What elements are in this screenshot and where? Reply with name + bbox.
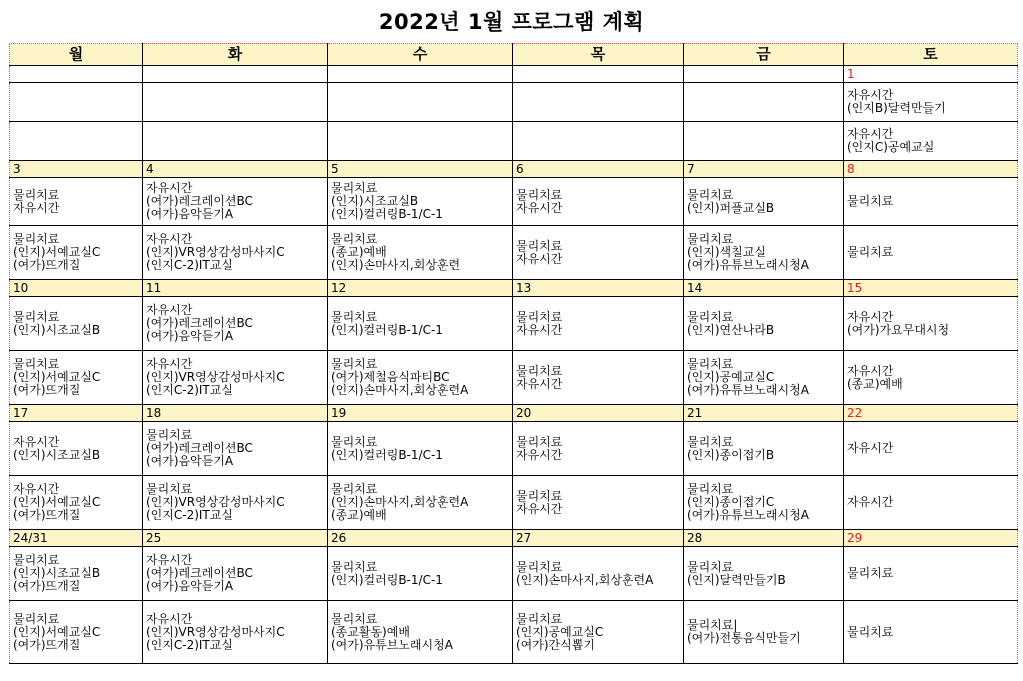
program-cell [684,297,844,351]
date-cell: 11 [143,280,328,297]
program-item: (인지)시조교실B [13,566,101,580]
program-item: (여가)음악듣기A [146,454,234,468]
program-item: 자유시간 [146,611,193,626]
program-item: 물리치료 [331,611,378,626]
program-cell [513,476,684,530]
program-item: 자유시간 [847,88,894,102]
program-item: (여가)유튜브노래시청A [687,383,809,397]
program-item: 자유시간 [13,434,60,449]
program-cell [10,83,143,122]
program-item: 물리치료 [687,357,734,371]
program-cell [684,122,844,161]
program-item: (여가)뜨개질 [13,258,81,272]
program-item: 자유시간 [516,322,563,337]
program-item: (여가)뜨개질 [13,383,81,397]
date-cell: 29 [844,530,1018,547]
program-item: (여가)유튜브노래시청A [687,258,809,272]
program-cell [513,351,684,405]
program-item: (인지C-2)IT교실 [146,383,233,397]
program-item: (인지)색칠교실 [687,245,766,259]
date-cell: 17 [10,405,143,422]
program-item: 자유시간 [847,309,894,324]
date-cell: 21 [684,405,844,422]
program-item: 물리치료 [331,309,378,324]
program-item: (여가)레크레이션BC [146,316,253,330]
program-cell [844,122,1018,161]
date-cell: 6 [513,161,684,178]
program-item: 물리치료 [13,611,60,626]
date-cell: 12 [328,280,513,297]
program-item: 물리치료 [146,428,193,442]
program-item: 자유시간 [847,363,894,378]
program-cell [10,476,143,530]
date-cell: 24/31 [10,530,143,547]
program-calendar [9,43,1018,664]
program-cell [684,601,844,664]
date-cell: 14 [684,280,844,297]
program-item: (인지)공예교실C [687,370,775,384]
date-cell: 26 [328,530,513,547]
program-cell [328,122,513,161]
program-item: 물리치료 [13,309,60,324]
date-cell: 15 [844,280,1018,297]
weekday-wed: 수 [328,44,513,66]
program-item: (인지)시조교실B [13,447,101,462]
program-row [10,601,1018,664]
program-cell [328,178,513,226]
program-item: 물리치료 [516,187,563,202]
program-item: (여가)가요무대시청 [847,322,950,337]
program-cell [513,226,684,280]
program-cell [513,122,684,161]
program-item: 물리치료 [687,482,734,496]
program-item: 자유시간 [146,553,193,567]
program-item: (인지)손마사지,회상훈련A [516,572,654,587]
program-row [10,83,1018,122]
date-row [10,530,1018,547]
program-item: (종교)예배 [847,376,903,391]
program-cell [844,601,1018,664]
program-item: 물리치료 [847,624,894,639]
date-cell: 8 [844,161,1018,178]
program-item: 물리치료 [516,488,563,503]
program-cell [328,547,513,601]
program-cell [684,476,844,530]
program-cell [328,297,513,351]
program-cell [684,351,844,405]
program-item: (인지)달력만들기B [687,572,786,587]
program-cell [684,547,844,601]
program-item: (인지)컬러링B-1/C-1 [331,447,443,462]
program-cell [684,178,844,226]
program-item: (인지)서예교실C [13,624,101,639]
program-item: (인지)시조교실B [13,322,101,337]
program-item: 물리치료 [331,181,378,195]
date-cell: 10 [10,280,143,297]
program-item: (인지)손마사지,회상훈련A [331,495,469,509]
date-cell: 19 [328,405,513,422]
program-cell [844,547,1018,601]
program-item: 자유시간 [516,447,563,462]
program-cell [10,178,143,226]
program-cell [143,601,328,664]
program-cell [143,351,328,405]
program-row [10,178,1018,226]
date-cell: 28 [684,530,844,547]
date-row [10,280,1018,297]
program-item: (인지)공예교실C [516,624,604,639]
program-item: 물리치료 [687,232,734,246]
program-item: 물리치료 [331,232,378,246]
program-item: 자유시간 [847,441,894,455]
date-cell: 13 [513,280,684,297]
program-cell [328,351,513,405]
program-item: 물리치료 [687,559,734,574]
program-item: 물리치료 [516,611,563,626]
date-cell: 20 [513,405,684,422]
program-item: 자유시간 [146,181,193,195]
program-cell [10,122,143,161]
program-cell [513,601,684,664]
date-cell [684,66,844,83]
program-item: 물리치료 [331,357,378,371]
program-cell [328,226,513,280]
program-item: 물리치료 [516,559,563,574]
program-cell [844,297,1018,351]
program-item: 자유시간 [146,232,193,246]
program-item: 물리치료 [687,187,734,202]
program-item: 물리치료 [331,482,378,496]
program-item: (여가)뜨개질 [13,508,81,522]
program-item: (여가)음악듣기A [146,579,234,593]
program-cell [10,297,143,351]
program-item: (여가)음악듣기A [146,207,234,221]
program-item: (인지)퍼플교실B [687,200,775,215]
program-cell [10,422,143,476]
program-item: 물리치료 [847,566,894,580]
program-item: 물리치료 [847,194,894,208]
program-item: 물리치료 [13,232,60,246]
weekday-fri: 금 [684,44,844,66]
weekday-sat: 토 [844,44,1018,66]
program-item: 자유시간 [516,376,563,391]
program-cell [328,422,513,476]
program-row [10,476,1018,530]
date-cell [513,66,684,83]
program-cell [513,297,684,351]
page-title: 2022년 1월 프로그램 계획 [378,10,645,34]
date-cell: 22 [844,405,1018,422]
date-cell: 7 [684,161,844,178]
program-item: 물리치료 [13,357,60,371]
program-item: 자유시간 [847,495,894,509]
program-item: 물리치료 [516,309,563,324]
program-cell [143,83,328,122]
program-row [10,422,1018,476]
date-row [10,405,1018,422]
program-item: 물리치료 [146,482,193,496]
program-item: (여가)레크레이션BC [146,194,253,208]
program-item: 자유시간 [146,357,193,371]
program-item: 자유시간 [516,501,563,516]
program-item: (인지C-2)IT교실 [146,258,233,272]
program-item: (인지)연산나라B [687,322,775,337]
program-item: 물리치료 [13,187,60,202]
program-item: (인지)서예교실C [13,245,101,259]
program-item: 물리치료 [516,238,563,253]
program-item: 자유시간 [516,200,563,215]
program-item: (인지)컬러링B-1/C-1 [331,572,443,587]
program-item: 자유시간 [847,127,894,141]
program-item: (인지B)달력만들기 [847,101,946,115]
date-cell: 5 [328,161,513,178]
program-cell [684,422,844,476]
program-item: (인지)손마사지,회상훈련A [331,383,469,397]
program-cell [684,83,844,122]
program-cell [143,178,328,226]
program-cell [143,297,328,351]
program-cell [844,422,1018,476]
program-item: (종교활동)예배 [331,624,410,639]
program-item: 물리치료 [847,245,894,259]
program-cell [844,351,1018,405]
program-item: 자유시간 [13,482,60,496]
program-item: (여가)음악듣기A [146,329,234,343]
program-item: 물리치료 [331,434,378,449]
program-item: 물리치료 [687,309,734,324]
weekday-tue: 화 [143,44,328,66]
program-item: (여가)유튜브노래시청A [687,508,809,522]
program-item: 물리치료 [687,434,734,449]
program-item: (여가)전통음식만들기 [687,631,801,645]
date-row [10,161,1018,178]
program-item: 물리치료| [687,618,738,632]
program-item: (여가)레크레이션BC [146,441,253,455]
date-cell: 25 [143,530,328,547]
program-cell [844,83,1018,122]
program-cell [328,601,513,664]
program-cell [143,226,328,280]
program-item: (종교)예배 [331,508,387,522]
program-item: (인지)VR영상감성마사지C [146,495,285,509]
program-cell [844,226,1018,280]
date-cell [10,66,143,83]
date-cell: 3 [10,161,143,178]
date-cell [328,66,513,83]
program-item: (인지)VR영상감성마사지C [146,370,285,384]
date-cell: 27 [513,530,684,547]
program-row [10,547,1018,601]
program-cell [513,83,684,122]
program-item: 자유시간 [146,303,193,317]
program-cell [10,601,143,664]
program-cell [513,547,684,601]
program-item: (여가)제철음식파티BC [331,370,450,384]
program-cell [328,476,513,530]
program-item: 자유시간 [516,251,563,266]
program-item: (여가)간식뽑기 [516,637,595,652]
program-item: (인지)종이접기B [687,447,775,462]
program-row [10,122,1018,161]
program-item: 물리치료 [516,363,563,378]
program-row [10,351,1018,405]
date-cell: 4 [143,161,328,178]
weekday-mon: 월 [10,44,143,66]
program-cell [143,422,328,476]
program-item: (종교)예배 [331,245,387,259]
program-cell [513,178,684,226]
date-row [10,66,1018,83]
program-item: (인지)서예교실C [13,370,101,384]
program-cell [513,422,684,476]
program-cell [328,83,513,122]
program-cell [143,547,328,601]
date-cell: 1 [844,66,1018,83]
program-item: (인지)시조교실B [331,194,419,208]
program-item: 물리치료 [331,559,378,574]
program-cell [684,226,844,280]
program-item: (여가)유튜브노래시청A [331,637,453,652]
program-item: (인지)컬러링B-1/C-1 [331,207,443,221]
program-row [10,297,1018,351]
program-cell [143,476,328,530]
program-item: (인지)서예교실C [13,495,101,509]
program-item: (인지C-2)IT교실 [146,508,233,522]
program-item: (여가)뜨개질 [13,579,81,593]
program-item: (인지)손마사지,회상훈련 [331,258,461,272]
program-cell [10,547,143,601]
program-item: 자유시간 [13,200,60,215]
weekday-thu: 목 [513,44,684,66]
weekday-header-row [10,44,1018,66]
program-item: (인지C-2)IT교실 [146,637,233,652]
program-item: (여가)레크레이션BC [146,566,253,580]
program-item: 물리치료 [13,553,60,567]
program-cell [10,351,143,405]
program-item: (인지)VR영상감성마사지C [146,245,285,259]
program-item: (인지C)공예교실 [847,140,935,154]
program-item: (인지)컬러링B-1/C-1 [331,322,443,337]
program-item: (인지)종이접기C [687,495,775,509]
program-cell [844,476,1018,530]
program-cell [844,178,1018,226]
date-cell [143,66,328,83]
program-cell [143,122,328,161]
program-row [10,226,1018,280]
program-item: (인지)VR영상감성마사지C [146,624,285,639]
program-cell [10,226,143,280]
date-cell: 18 [143,405,328,422]
program-item: 물리치료 [516,434,563,449]
program-item: (여가)뜨개질 [13,637,81,652]
